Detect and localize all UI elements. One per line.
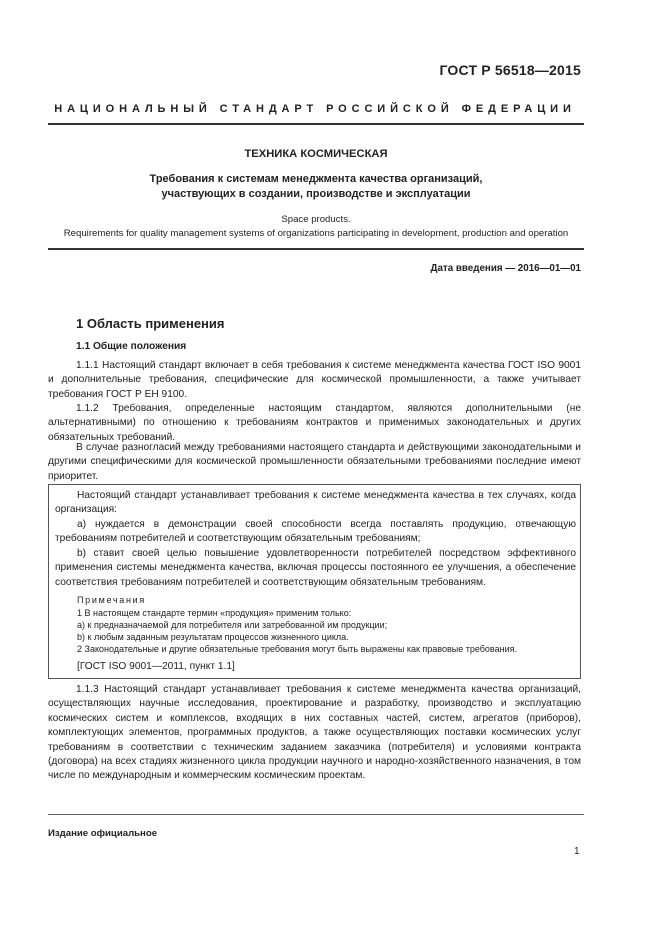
- paragraph-1-1-3: 1.1.3 Настоящий стандарт устанавливает требования к системе менеджмента качества организаций, осуществляющих научные исследования, проектирование и разработку, производство и эксплуатацию космических систем и комплексов, входящих в них составных частей, систем, агрегатов (приборов), комплектующих элементов, программных продуктов, а также осуществляющих поставки космических услуг требованиям в соответствии с техническим заданием заказчика (потребителя) и условиями контракта (договора) на всех стадиях жизненного цикла продукции научного и народно-хозяйственного назначения, в том числе по международным и коммерческим космическим проектам.: [48, 684, 581, 782]
- section-heading: 1 Область применения: [76, 316, 225, 331]
- paragraph-1-1-1: 1.1.1 Настоящий стандарт включает в себя требования к системе менеджмента качества ГОСТ ISO 9001 и дополнительные требования, специфические для космической промышленности, а также учитывает требования ГОСТ Р ЕН 9100.: [48, 360, 581, 400]
- box-item-a: а) нуждается в демонстрации своей способности всегда поставлять продукцию, отвечающую требованиям потребителей и соответствующим обязательным требованиям;: [55, 519, 576, 545]
- paragraph-conflict: В случае разногласий между требованиями настоящего стандарта и действующими законодательными и другими специфическими для космической промышленности обязательными требованиями последние имеют приоритет.: [48, 442, 581, 482]
- effective-date: Дата введения — 2016—01—01: [430, 263, 581, 274]
- quoted-requirement-box: [48, 484, 581, 679]
- note-1a: а) к предназначаемой для потребителя или затребованной им продукции;: [77, 620, 388, 630]
- note-2: 2 Законодательные и другие обязательные требования могут быть выражены как правовые требования.: [77, 644, 517, 654]
- box-item-b: b) ставит своей целью повышение удовлетворенности потребителей посредством эффективного применения системы менеджмента качества, включая процессы постоянного ее улучшения, а обеспечение соответствия требованиям потребителей и соответствующим обязательным требованиям.: [55, 548, 576, 588]
- subtitle-line-2: участвующих в создании, производстве и эксплуатации: [161, 188, 471, 200]
- subtitle-line-1: Требования к системам менеджмента качества организаций,: [149, 173, 483, 185]
- standard-banner: НАЦИОНАЛЬНЫЙ СТАНДАРТ РОССИЙСКОЙ ФЕДЕРАЦИИ: [54, 103, 576, 115]
- page-number: 1: [574, 846, 580, 857]
- document-number: ГОСТ Р 56518—2015: [439, 62, 581, 78]
- title-divider: [48, 248, 584, 250]
- document-title: ТЕХНИКА КОСМИЧЕСКАЯ: [244, 148, 388, 160]
- footer-divider: [48, 814, 584, 815]
- subsection-heading: 1.1 Общие положения: [76, 341, 187, 352]
- header-divider: [48, 123, 584, 125]
- note-1b: b) к любым заданным результатам процессов жизненного цикла.: [77, 632, 349, 642]
- box-reference: [ГОСТ ISO 9001—2011, пункт 1.1]: [77, 661, 235, 672]
- edition-label: Издание официальное: [48, 828, 158, 839]
- box-intro: Настоящий стандарт устанавливает требования к системе менеджмента качества в тех случаях, когда организация:: [55, 490, 576, 516]
- english-title: [48, 213, 584, 241]
- note-1: 1 В настоящем стандарте термин «продукция» применим только:: [77, 608, 352, 618]
- paragraph-1-1-2: 1.1.2 Требования, определенные настоящим стандартом, являются дополнительными (не альтернативными) по отношению к требованиям контрактов и применимых законодательных и других обязательных требований.: [48, 403, 581, 443]
- document-subtitle: [48, 172, 584, 202]
- english-title-line-2: Requirements for quality management systems of organizations participating in development, production and operation: [63, 228, 569, 239]
- english-title-line-1: Space products.: [281, 214, 351, 225]
- notes-heading: Примечания: [77, 595, 146, 605]
